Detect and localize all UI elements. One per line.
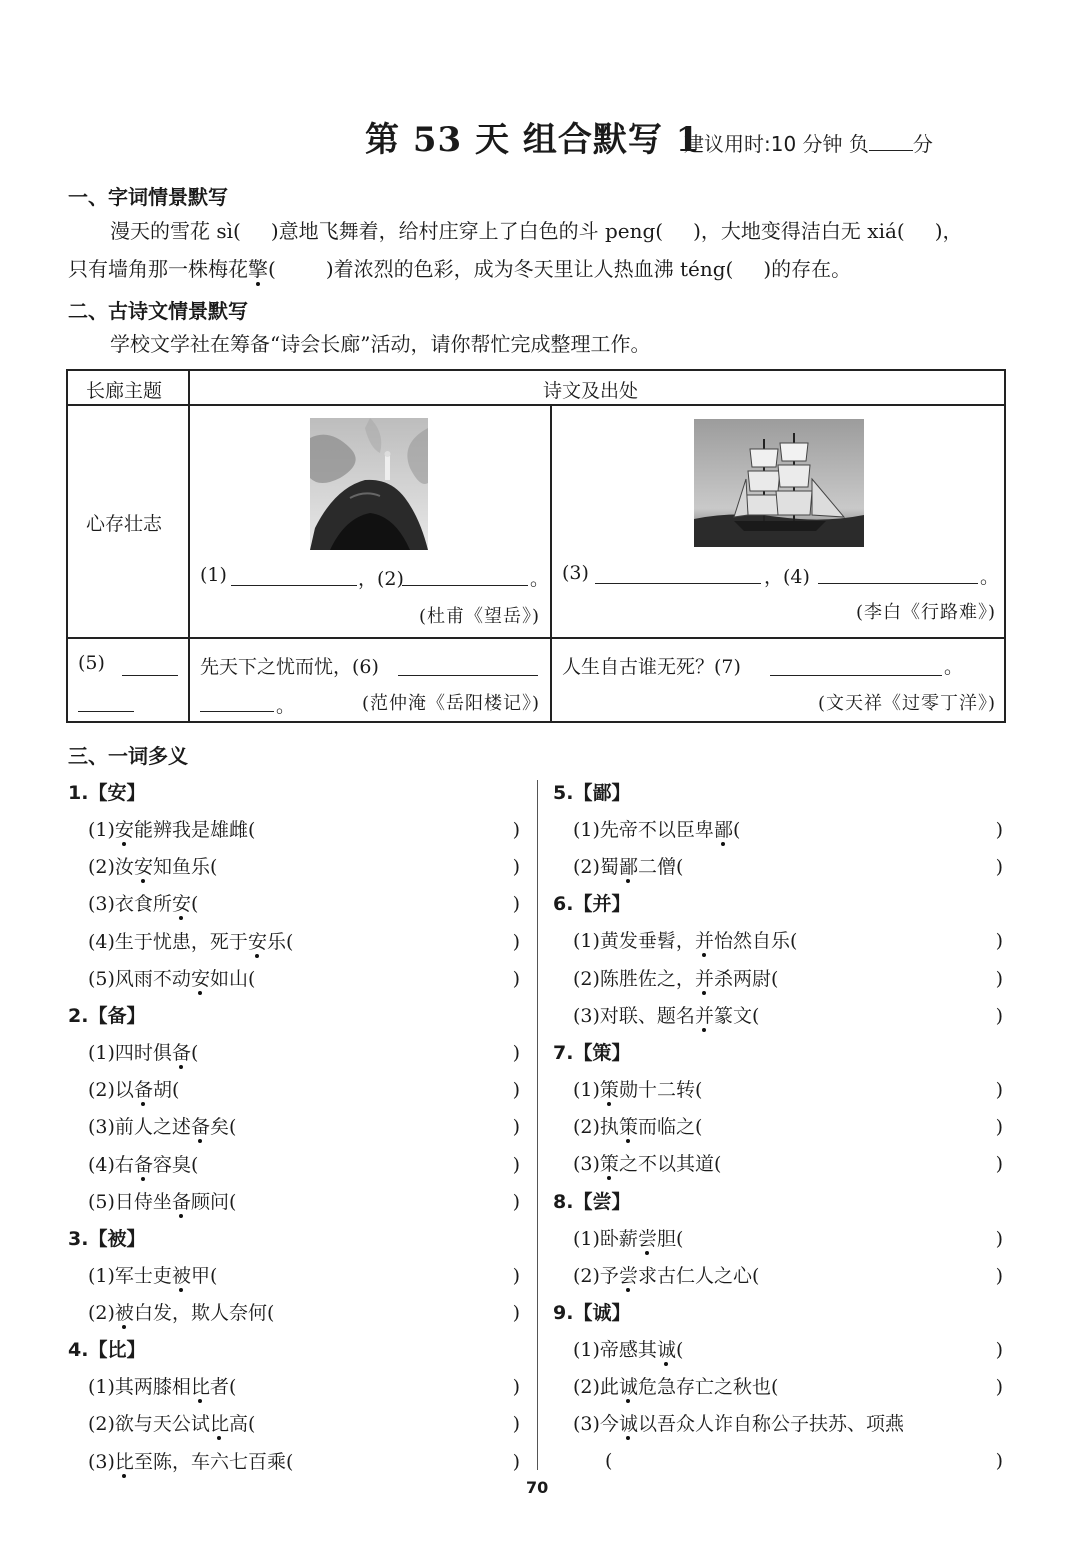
text-segment: 衣食所 <box>114 893 172 916</box>
dotted-character: 安 <box>247 930 267 953</box>
answer-blank-6a[interactable] <box>398 675 538 676</box>
example-sentence <box>573 1221 683 1258</box>
dotted-character: 并 <box>694 1004 714 1027</box>
text-segment: 生于忧患，死于 <box>114 930 248 953</box>
text-segment: (4) <box>88 930 115 953</box>
example-sentence <box>88 1147 198 1184</box>
time-suggestion: 建议用时:10 分钟 负 <box>684 132 869 156</box>
answer-paren-close[interactable]: ) <box>995 856 1003 879</box>
blank-label-2: ，(2) <box>358 568 404 590</box>
text-segment: (5) <box>88 967 115 990</box>
example-sentence <box>573 1072 702 1109</box>
polysemy-item <box>553 1109 1003 1146</box>
source-fan-zhongyan: (范仲淹《岳阳楼记》) <box>361 693 540 714</box>
section1-heading: 一、字词情景默写 <box>68 185 228 209</box>
text-segment: 前人之述 <box>114 1116 191 1139</box>
polysemy-item <box>553 812 1003 849</box>
example-sentence <box>573 1146 721 1183</box>
example-sentence <box>573 998 759 1035</box>
text-segment: (1) <box>573 930 600 953</box>
example-sentence <box>573 1258 759 1295</box>
text-segment: (1) <box>573 1078 600 1101</box>
polysemy-item <box>68 1109 520 1146</box>
answer-paren-close[interactable]: ) <box>512 1450 520 1473</box>
polysemy-item <box>553 1369 1003 1406</box>
answer-paren-close[interactable]: ) <box>512 1079 520 1102</box>
dotted-character: 备 <box>171 1190 191 1213</box>
answer-paren-close[interactable]: ) <box>512 819 520 841</box>
text-segment: )的存在。 <box>763 257 852 281</box>
text-segment: )，大地变得洁白无 xiá( <box>693 219 905 243</box>
col-header-theme: 长廊主题 <box>86 380 163 402</box>
text-segment: )着浓烈的色彩，成为冬天里让人热血沸 téng( <box>325 257 734 281</box>
text-segment: (2) <box>573 1264 600 1287</box>
text-segment: 执 <box>599 1116 619 1139</box>
answer-paren-close[interactable]: ) <box>995 1450 1003 1473</box>
polysemy-item <box>68 1258 520 1295</box>
answer-paren-close[interactable]: ) <box>995 930 1003 953</box>
answer-paren-close[interactable]: ) <box>512 1376 520 1399</box>
text-segment: 至陈，车六七百乘( <box>133 1450 294 1473</box>
dotted-character: 诚 <box>618 1376 638 1399</box>
dotted-character: 擎 <box>248 257 268 281</box>
example-sentence <box>88 1369 236 1406</box>
sailing-ship-painting <box>694 419 864 547</box>
polysemy-item <box>553 1332 1003 1369</box>
example-sentence <box>573 1406 904 1443</box>
section2-heading: 二、古诗文情景默写 <box>68 299 248 323</box>
answer-paren-close[interactable]: ) <box>512 967 520 990</box>
text-segment: ( <box>732 819 741 841</box>
text-segment: 帝感其 <box>599 1338 657 1361</box>
answer-paren-close[interactable]: ) <box>512 1302 520 1325</box>
text-segment: 知鱼乐( <box>152 856 218 879</box>
column-divider <box>537 780 538 1470</box>
theme-label: 心存壮志 <box>86 513 163 535</box>
text-segment: (1) <box>88 819 115 841</box>
score-unit: 分 <box>912 132 933 156</box>
time-and-score <box>684 128 933 157</box>
example-sentence <box>88 849 217 886</box>
example-sentence <box>573 961 778 998</box>
text-segment: (1) <box>88 1041 115 1064</box>
text-segment: (1) <box>88 1376 115 1399</box>
example-sentence <box>88 1109 236 1146</box>
polysemy-item <box>68 1184 520 1221</box>
example-sentence <box>573 1369 778 1406</box>
dotted-character: 安 <box>190 967 210 990</box>
word-heading: 9.【诚】 <box>553 1301 631 1324</box>
text-segment: (2) <box>88 1413 115 1436</box>
polysemy-item <box>68 924 520 961</box>
text-segment: 能辨我是雄雌( <box>133 819 256 841</box>
polysemy-item <box>68 1035 520 1072</box>
word-heading: 4.【比】 <box>68 1339 146 1362</box>
polysemy-item <box>553 923 1003 960</box>
text-segment: 卧薪 <box>599 1227 638 1250</box>
text-segment: 军士吏 <box>114 1264 172 1287</box>
text-segment: (3) <box>88 893 115 916</box>
polysemy-item <box>68 849 520 886</box>
text-segment: 予 <box>599 1264 619 1287</box>
example-sentence <box>88 1184 236 1221</box>
period: 。 <box>944 656 964 678</box>
answer-paren-close[interactable]: ) <box>512 1041 520 1064</box>
polysemy-item <box>68 1444 520 1481</box>
example-sentence <box>88 812 255 849</box>
source-li-bai: (李白《行路难》) <box>855 602 996 623</box>
text-segment: 顾问( <box>190 1190 237 1213</box>
text-segment: ( <box>190 893 199 916</box>
example-sentence <box>573 812 740 849</box>
polysemy-item <box>68 886 520 923</box>
answer-blank-1[interactable] <box>231 585 357 586</box>
word-heading: 2.【备】 <box>68 1004 146 1027</box>
col-header-poems: 诗文及出处 <box>543 380 639 402</box>
polysemy-right-column <box>553 775 1003 1481</box>
text-segment: (4) <box>88 1153 115 1176</box>
answer-blank-7[interactable] <box>770 675 942 676</box>
word-heading: 6.【并】 <box>553 893 631 916</box>
polysemy-item <box>553 1406 1003 1443</box>
answer-blank-5a[interactable] <box>122 675 178 676</box>
polysemy-item <box>553 1072 1003 1109</box>
answer-blank-4[interactable] <box>818 583 978 584</box>
polysemy-item <box>553 1146 1003 1183</box>
answer-paren-close[interactable]: ) <box>512 1413 520 1436</box>
text-segment: 其两膝相 <box>114 1376 191 1399</box>
polysemy-item <box>553 1221 1003 1258</box>
answer-paren-close[interactable]: ) <box>995 1116 1003 1139</box>
word-heading: 5.【鄙】 <box>553 782 631 804</box>
text-segment: 先帝不以臣卑 <box>599 819 714 841</box>
blank-label-4: ，(4) <box>764 566 810 588</box>
text-segment: (2) <box>573 967 600 990</box>
example-sentence <box>573 849 683 886</box>
text-segment: 之不以其道( <box>618 1153 722 1176</box>
text-segment: (3) <box>573 1004 600 1027</box>
table-rule <box>68 404 1004 406</box>
section2-intro: 学校文学社在筹备“诗会长廊”活动，请你帮忙完成整理工作。 <box>110 332 651 356</box>
polysemy-left-column <box>68 775 520 1481</box>
dotted-character: 策 <box>599 1078 619 1101</box>
word-heading: 3.【被】 <box>68 1227 146 1250</box>
text-segment: 者( <box>209 1376 237 1399</box>
text-segment: 只有墙角那一株梅花 <box>68 257 248 281</box>
dotted-character: 安 <box>114 819 134 841</box>
text-segment: ( <box>675 1338 684 1361</box>
example-sentence <box>88 1035 198 1072</box>
dotted-character: 策 <box>618 1116 638 1139</box>
text-segment: (3) <box>573 1153 600 1176</box>
polysemy-item <box>68 1369 520 1406</box>
text-segment: 高( <box>228 1413 256 1436</box>
polysemy-item <box>68 961 520 998</box>
text-segment: 胡( <box>152 1079 180 1102</box>
text-segment: 乐( <box>266 930 294 953</box>
polysemy-item <box>553 849 1003 886</box>
text-segment: (2) <box>573 856 600 879</box>
text-segment: 危急存亡之秋也( <box>637 1376 779 1399</box>
text-segment: 漫天的雪花 sì( <box>110 219 241 243</box>
text-segment: 以 <box>114 1079 134 1102</box>
score-blank[interactable] <box>869 150 913 151</box>
text-segment: 容臭( <box>152 1153 199 1176</box>
text-segment: (2) <box>573 1116 600 1139</box>
poetry-table <box>66 369 1006 723</box>
text-segment: 勋十二转( <box>618 1078 703 1101</box>
answer-paren-close[interactable]: ) <box>512 856 520 879</box>
polysemy-item <box>68 1406 520 1443</box>
dotted-character: 诚 <box>656 1338 676 1361</box>
text-segment: (1) <box>573 1227 600 1250</box>
example-sentence <box>573 923 797 960</box>
text-segment: 四时俱 <box>114 1041 172 1064</box>
text-segment: )意地飞舞着，给村庄穿上了白色的斗 peng( <box>270 219 664 243</box>
period: 。 <box>980 566 1000 588</box>
text-segment: 胆( <box>656 1227 684 1250</box>
polysemy-item <box>68 1072 520 1109</box>
dotted-character: 尝 <box>637 1227 657 1250</box>
polysemy-item <box>553 1258 1003 1295</box>
dotted-character: 安 <box>171 893 191 916</box>
example-sentence <box>88 1295 274 1332</box>
polysemy-item <box>553 998 1003 1035</box>
mountain-painting <box>310 418 428 550</box>
text-segment: (5) <box>88 1190 115 1213</box>
text-segment: 如山( <box>209 967 256 990</box>
text-segment: 蜀 <box>599 856 619 879</box>
section1-line2 <box>68 250 1018 288</box>
answer-paren-close[interactable]: ) <box>512 930 520 953</box>
text-segment: )， <box>934 219 963 243</box>
text-segment: (1) <box>88 1264 115 1287</box>
answer-blank-6b[interactable] <box>200 711 274 712</box>
word-heading: 7.【策】 <box>553 1041 631 1064</box>
text-segment: 以吾众人诈自称公子扶苏、项燕 <box>637 1413 904 1436</box>
text-segment: 黄发垂髫， <box>599 930 695 953</box>
table-rule <box>188 371 190 721</box>
dotted-character: 鄙 <box>618 856 638 879</box>
table-rule <box>550 404 552 721</box>
text-segment: 陈胜佐之， <box>599 967 695 990</box>
period: 。 <box>530 568 550 590</box>
answer-paren-close[interactable]: ) <box>512 1264 520 1287</box>
wen-tianxiang-line: 人生自古谁无死？(7) <box>562 656 741 678</box>
dotted-character: 策 <box>599 1153 619 1176</box>
polysemy-item <box>68 812 520 849</box>
answer-paren-close[interactable]: ) <box>512 1153 520 1176</box>
dotted-character: 备 <box>190 1116 210 1139</box>
answer-paren-close[interactable]: ) <box>512 893 520 916</box>
example-sentence <box>88 924 293 961</box>
word-heading: 8.【尝】 <box>553 1190 631 1213</box>
example-sentence <box>88 1444 293 1481</box>
dotted-character: 被 <box>114 1302 134 1325</box>
dotted-character: 安 <box>133 856 153 879</box>
text-segment: 篆文( <box>713 1004 760 1027</box>
dotted-character: 备 <box>133 1079 153 1102</box>
text-segment: 二僧( <box>637 856 684 879</box>
page-title: 第 53 天 组合默写 1 <box>365 120 701 160</box>
text-segment: (2) <box>88 1302 115 1325</box>
page-number: 70 <box>526 1478 549 1497</box>
text-segment: ( <box>268 257 276 281</box>
example-sentence <box>88 886 198 923</box>
text-segment: (2) <box>573 1376 600 1399</box>
answer-paren-close[interactable]: ) <box>995 1078 1003 1101</box>
dotted-character: 鄙 <box>713 819 733 841</box>
polysemy-item <box>68 1295 520 1332</box>
example-sentence <box>88 1072 179 1109</box>
text-segment: 白发，欺人奈何( <box>133 1302 275 1325</box>
example-sentence <box>88 1406 255 1443</box>
text-segment: 甲( <box>190 1264 218 1287</box>
text-segment: (1) <box>573 1338 600 1361</box>
section1-line1 <box>110 212 1060 250</box>
text-segment: 今 <box>599 1413 619 1436</box>
dotted-character: 并 <box>694 967 714 990</box>
answer-blank-3[interactable] <box>595 583 761 584</box>
answer-paren-close[interactable]: ) <box>995 967 1003 990</box>
source-du-fu: (杜甫《望岳》) <box>418 606 540 627</box>
blank-label-5: (5) <box>78 652 105 674</box>
text-segment: 右 <box>114 1153 134 1176</box>
text-segment: 矣( <box>209 1116 237 1139</box>
dotted-character: 尝 <box>618 1264 638 1287</box>
text-segment: (3) <box>88 1116 115 1139</box>
dotted-character: 比 <box>190 1376 210 1399</box>
text-segment: (3) <box>573 1413 600 1436</box>
dotted-character: 诚 <box>618 1413 638 1436</box>
answer-paren-close[interactable]: ) <box>995 1376 1003 1399</box>
dotted-character: 被 <box>171 1264 191 1287</box>
text-segment: 而临之( <box>637 1116 703 1139</box>
text-segment: 对联、题名 <box>599 1004 695 1027</box>
section3-heading: 三、一词多义 <box>68 744 188 768</box>
dotted-character: 备 <box>133 1153 153 1176</box>
dotted-character: 比 <box>209 1413 229 1436</box>
fan-zhongyan-line: 先天下之忧而忧，(6) <box>200 656 379 678</box>
word-heading: 1.【安】 <box>68 782 146 804</box>
text-segment: 怡然自乐( <box>713 930 798 953</box>
period: 。 <box>276 695 296 717</box>
example-sentence <box>88 961 255 998</box>
answer-paren-close[interactable]: ) <box>512 1116 520 1139</box>
text-segment: (3) <box>88 1450 115 1473</box>
text-segment: (2) <box>88 856 115 879</box>
text-segment: 风雨不动 <box>114 967 191 990</box>
text-segment: 欲与天公试 <box>114 1413 210 1436</box>
answer-paren-close[interactable]: ) <box>512 1190 520 1213</box>
polysemy-item <box>553 961 1003 998</box>
answer-paren-close[interactable]: ) <box>995 1227 1003 1250</box>
polysemy-item <box>68 1147 520 1184</box>
text-segment: 此 <box>599 1376 619 1399</box>
polysemy-item-continued <box>553 1443 1003 1480</box>
dotted-character: 备 <box>171 1041 191 1064</box>
text-segment: 汝 <box>114 856 134 879</box>
answer-paren-open[interactable]: ( <box>605 1450 613 1473</box>
text-segment: (1) <box>573 819 600 841</box>
answer-blank-5b[interactable] <box>78 711 134 712</box>
answer-paren-close[interactable]: ) <box>995 1264 1003 1287</box>
blank-label-1: (1) <box>200 564 227 586</box>
dotted-character: 并 <box>694 930 714 953</box>
text-segment: 日侍坐 <box>114 1190 172 1213</box>
table-rule <box>68 637 1004 639</box>
text-segment: 求古仁人之心( <box>637 1264 760 1287</box>
text-segment: 杀两尉( <box>713 967 779 990</box>
text-segment: (2) <box>88 1079 115 1102</box>
example-sentence <box>573 1332 683 1369</box>
answer-paren-close[interactable]: ) <box>995 1153 1003 1176</box>
answer-paren-close[interactable]: ) <box>995 1004 1003 1027</box>
blank-label-3: (3) <box>562 562 589 584</box>
text-segment: ( <box>190 1041 199 1064</box>
answer-paren-close[interactable]: ) <box>995 819 1003 841</box>
example-sentence <box>88 1258 217 1295</box>
example-sentence <box>573 1109 702 1146</box>
answer-blank-2[interactable] <box>402 585 528 586</box>
source-wen-tianxiang: (文天祥《过零丁洋》) <box>817 693 996 714</box>
dotted-character: 比 <box>114 1450 134 1473</box>
answer-paren-close[interactable]: ) <box>995 1338 1003 1361</box>
